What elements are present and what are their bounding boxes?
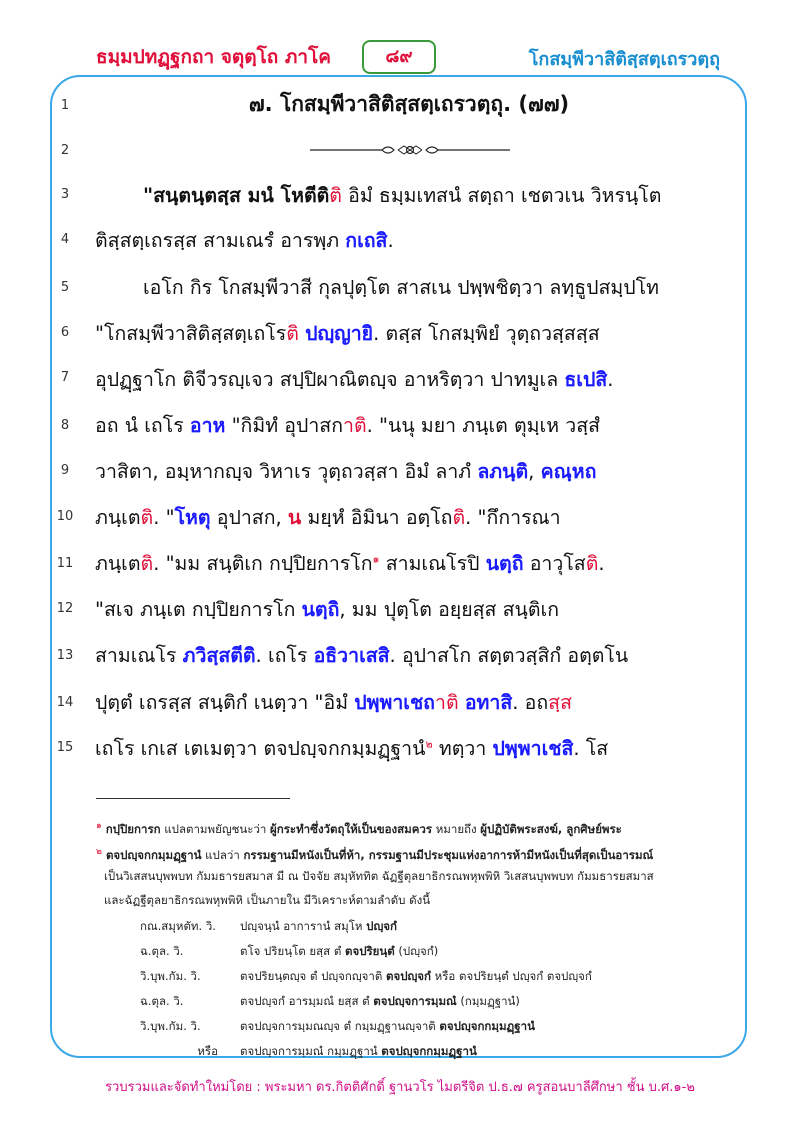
line-number: 6: [60, 325, 70, 340]
text-segment: สามเณโร: [95, 644, 183, 667]
text-segment: . อุปาสโก สตฺตวสฺสิกํ อตฺตโน: [389, 644, 629, 667]
line-number: 3: [60, 187, 70, 202]
text-segment: . "นนุ มยา ภนฺเต ตุมฺเห วสฺสํ: [366, 414, 601, 437]
analysis-row: [140, 1043, 720, 1061]
text-segment: นตฺถิ: [301, 598, 340, 621]
text-segment: ติ: [452, 506, 466, 529]
text-segment: ธเปสิ: [564, 368, 608, 391]
text-segment: ลภนฺติ: [477, 460, 529, 483]
footnote-1: [96, 816, 716, 839]
line-number: 8: [60, 418, 70, 433]
analysis-row: [140, 968, 720, 986]
analysis-result: ตจปญฺจการมฺมณํ: [373, 994, 457, 1008]
text-segment: น: [287, 506, 302, 529]
analysis-text: ปญฺจนฺนํ อาการานํ สมุโห: [240, 919, 367, 933]
text-line: [95, 318, 723, 349]
text-segment: นตฺถิ: [485, 552, 524, 575]
text-segment: . "มม สนฺติเก กปฺปิยการโก: [153, 552, 373, 575]
text-segment: สามเณโรปิ: [379, 552, 486, 575]
analysis-key: ฉ.ตุล. วิ.: [140, 944, 184, 958]
text-segment: โหตุ: [174, 506, 211, 529]
line-number: 5: [60, 280, 70, 295]
text-line: [95, 640, 723, 671]
text-line: [95, 364, 723, 395]
line-number: 14: [56, 695, 74, 710]
text-segment: มยฺหํ อิมินา อตฺโถ: [301, 506, 453, 529]
text-segment: "สเจ ภนฺเต กปฺปิยการโก: [95, 598, 302, 621]
text-line: [95, 180, 771, 211]
analysis-text: ตจปญฺจการมฺมณญฺจ ตํ กมฺมฏฺฐานญฺจาติ: [240, 1019, 440, 1033]
line-number: 2: [60, 143, 70, 158]
analysis-text: ตจปริยนฺตญฺจ ตํ ปญฺจกญฺจาติ: [240, 969, 386, 983]
text-segment: ทตฺวา: [432, 737, 493, 760]
text-segment: ผู้ปฏิบัติพระสงฆ์, ลูกศิษย์พระ: [480, 821, 622, 836]
analysis-note: หรือ ตจปริยนฺตํ ปญฺจกํ ตจปญฺจกํ: [431, 969, 592, 983]
text-segment: หมายถึง: [432, 821, 481, 836]
analysis-note: (ปญฺจกํ): [394, 944, 439, 958]
ornament-divider-icon: [310, 140, 510, 160]
text-segment: แปลว่า: [201, 847, 244, 862]
text-segment: "สนฺตนฺตสฺส มนํ โหตีติ: [143, 184, 330, 207]
story-title: ๗. โกสมฺพีวาสิติสฺสตฺเถรวตฺถุ. (๗๗): [248, 92, 570, 116]
text-segment: . "กึการณา: [465, 506, 561, 529]
footnote-2: [96, 842, 716, 865]
line-number: 9: [60, 463, 70, 478]
text-segment: ติ: [286, 322, 299, 345]
text-segment: ภวิสฺสตีติ: [182, 644, 256, 667]
header-right-title: โกสมฺพีวาสิติสฺสตฺเถรวตฺถุ: [528, 49, 720, 70]
line-number: 10: [56, 509, 74, 524]
analysis-key: ฉ.ตุล. วิ.: [140, 994, 184, 1008]
text-segment: . อถ: [512, 691, 549, 714]
line-number: 7: [60, 370, 70, 385]
text-line: [95, 502, 723, 533]
text-line: [95, 548, 723, 579]
text-segment: ภนฺเต: [95, 506, 141, 529]
text-segment: อทาสิ: [464, 691, 513, 714]
text-segment: อิมํ ธมฺมเทสนํ สตฺถา เชตวเน วิหรนฺโต: [341, 184, 662, 207]
analysis-text: ตโจ ปริยนฺโต ยสฺส ตํ: [240, 944, 345, 958]
text-segment: ๑: [372, 552, 380, 566]
text-segment: "กิมิทํ อุปาสก: [225, 414, 344, 437]
text-segment: ปุตฺตํ เถรสฺส สนฺติกํ เนตฺวา "อิมํ: [95, 691, 355, 714]
text-segment: อถ นํ เถโร: [95, 414, 190, 437]
text-segment: อธิวาเสสิ: [313, 644, 390, 667]
analysis-key: หรือ: [197, 1044, 218, 1058]
text-segment: ติ: [140, 552, 154, 575]
text-segment: ติ: [329, 184, 342, 207]
text-segment: วาสิตา, อมฺหากญฺจ วิหาเร วุตฺถวสฺสา อิมํ ลาภํ: [95, 460, 478, 483]
text-line: [95, 733, 723, 764]
line-number: 15: [56, 740, 74, 755]
text-segment: . เถโร: [255, 644, 314, 667]
page-number: ๘๙: [362, 40, 436, 74]
footnote-separator: [96, 798, 290, 799]
analysis-key: วิ.บุพ.กัม. วิ.: [140, 1019, 201, 1033]
analysis-row: [140, 918, 720, 936]
analysis-key: กณ.สมุหตัท. วิ.: [140, 919, 216, 933]
text-segment: .: [598, 552, 605, 575]
analysis-row: [140, 943, 720, 961]
analysis-result: ปญฺจกํ: [366, 919, 397, 933]
analysis-key: วิ.บุพ.กัม. วิ.: [140, 969, 201, 983]
text-segment: อาวุโส: [523, 552, 586, 575]
text-segment: ผู้กระทำซึ่งวัตถุให้เป็นของสมควร: [270, 821, 433, 836]
footnote-2-cont-1: เป็นวิเสสนบุพพบท กัมมธารยสมาส มี ณ ปัจจัย สมุหัททิต ฉัฏฐีตุลยาธิกรณพหุพพิหิ วิเสสนบุพพบท กัมมธารยสมาส: [104, 869, 654, 883]
text-segment: กเถสิ: [345, 229, 388, 252]
text-segment: ๑: [96, 821, 102, 831]
text-segment: . ตสฺส โกสมฺพิยํ วุตฺถวสฺสสฺส: [373, 322, 600, 345]
text-segment: ,: [528, 460, 541, 483]
analysis-result: ตจปญฺจกกมฺมฏฺฐานํ: [381, 1044, 477, 1058]
footer-credit: รวบรวมและจัดทำใหม่โดย : พระมหา ดร.กิตติศักดิ์ ฐานวโร ไมตรีจิต ป.ธ.๗ ครูสอนบาลีศึกษา ชั้น บ.ศ.๑-๒: [105, 1080, 695, 1095]
line-number: 4: [60, 232, 70, 247]
text-line: [95, 272, 771, 303]
text-segment: สฺส: [548, 691, 572, 714]
analysis-text: ตจปญฺจกํ อารมฺมณํ ยสฺส ตํ: [240, 994, 374, 1008]
footnote-2-cont-2: และฉัฏฐีตุลยาธิกรณพหุพพิหิ เป็นภายใน มีวิเคราะห์ตามลำดับ ดังนี้: [104, 893, 431, 907]
line-number: 1: [60, 98, 70, 113]
analysis-result: ตจปริยนฺตํ: [344, 944, 395, 958]
text-segment: ปพฺพาเชสิ: [492, 737, 574, 760]
analysis-row: [140, 1018, 720, 1036]
text-segment: อุปาสก,: [210, 506, 288, 529]
text-segment: ปญฺญายิ: [305, 322, 374, 345]
text-segment: กปฺปิยการก: [101, 821, 161, 836]
text-line: [95, 594, 723, 625]
analysis-text: ตจปญฺจการมฺมณํ กมฺมฏฺฐานํ: [240, 1044, 382, 1058]
text-segment: แปลตามพยัญชนะว่า: [160, 821, 271, 836]
text-segment: .: [387, 229, 394, 252]
line-number: 11: [56, 556, 74, 571]
text-line: [95, 225, 723, 256]
analysis-result: ตจปญฺจกกมฺมฏฺฐานํ: [439, 1019, 535, 1033]
text-segment: ติ: [140, 506, 154, 529]
text-segment: อุปฏฺฐาโก ติจีวรญฺเจว สปฺปิผาณิตญฺจ อาหริตฺวา ปาทมูเล: [95, 368, 565, 391]
text-segment: , มม ปุตฺโต อยฺยสฺส สนฺติเก: [339, 598, 560, 621]
text-segment: อาห: [189, 414, 226, 437]
text-segment: "โกสมฺพีวาสิติสฺสตฺเถโร: [95, 322, 287, 345]
text-line: [95, 456, 723, 487]
text-segment: ติ: [585, 552, 599, 575]
text-line: [95, 410, 723, 441]
text-segment: . ": [153, 506, 175, 529]
text-segment: เอโก กิร โกสมฺพีวาสี กุลปุตฺโต สาสเน ปพฺพชิตฺวา ลทฺธูปสมฺปโท: [143, 276, 659, 299]
analysis-row: [140, 993, 720, 1011]
text-segment: ติสฺสตฺเถรสฺส สามเณรํ อารพฺภ: [95, 229, 346, 252]
text-segment: ภนฺเต: [95, 552, 141, 575]
text-segment: าติ: [435, 691, 459, 714]
text-segment: . โส: [573, 737, 609, 760]
header-left-title: ธมฺมปทฏฺฐกถา จตุตฺโถ ภาโค: [96, 46, 332, 68]
text-segment: ปพฺพาเชถ: [354, 691, 435, 714]
line-number: 13: [56, 648, 74, 663]
text-line: [95, 687, 723, 718]
text-segment: ๒: [425, 737, 433, 751]
text-segment: กรรมฐานมีหนังเป็นที่ห้า, กรรมฐานมีประชุมแห่งอาการห้ามีหนังเป็นที่สุดเป็นอารมณ์: [243, 847, 654, 862]
text-segment: ตจปญฺจกกมฺมฏฺฐานํ: [101, 847, 202, 862]
text-segment: คณฺหถ: [540, 460, 597, 483]
analysis-result: ตจปญฺจกํ: [386, 969, 432, 983]
text-segment: .: [607, 368, 614, 391]
line-number: 12: [56, 601, 74, 616]
text-segment: ๒: [96, 847, 102, 857]
text-segment: าติ: [343, 414, 367, 437]
text-segment: เถโร เกเส เตเมตฺวา ตจปญฺจกกมฺมฏฺฐานํ: [95, 737, 426, 760]
analysis-note: (กมฺมฏฺฐานํ): [456, 994, 520, 1008]
